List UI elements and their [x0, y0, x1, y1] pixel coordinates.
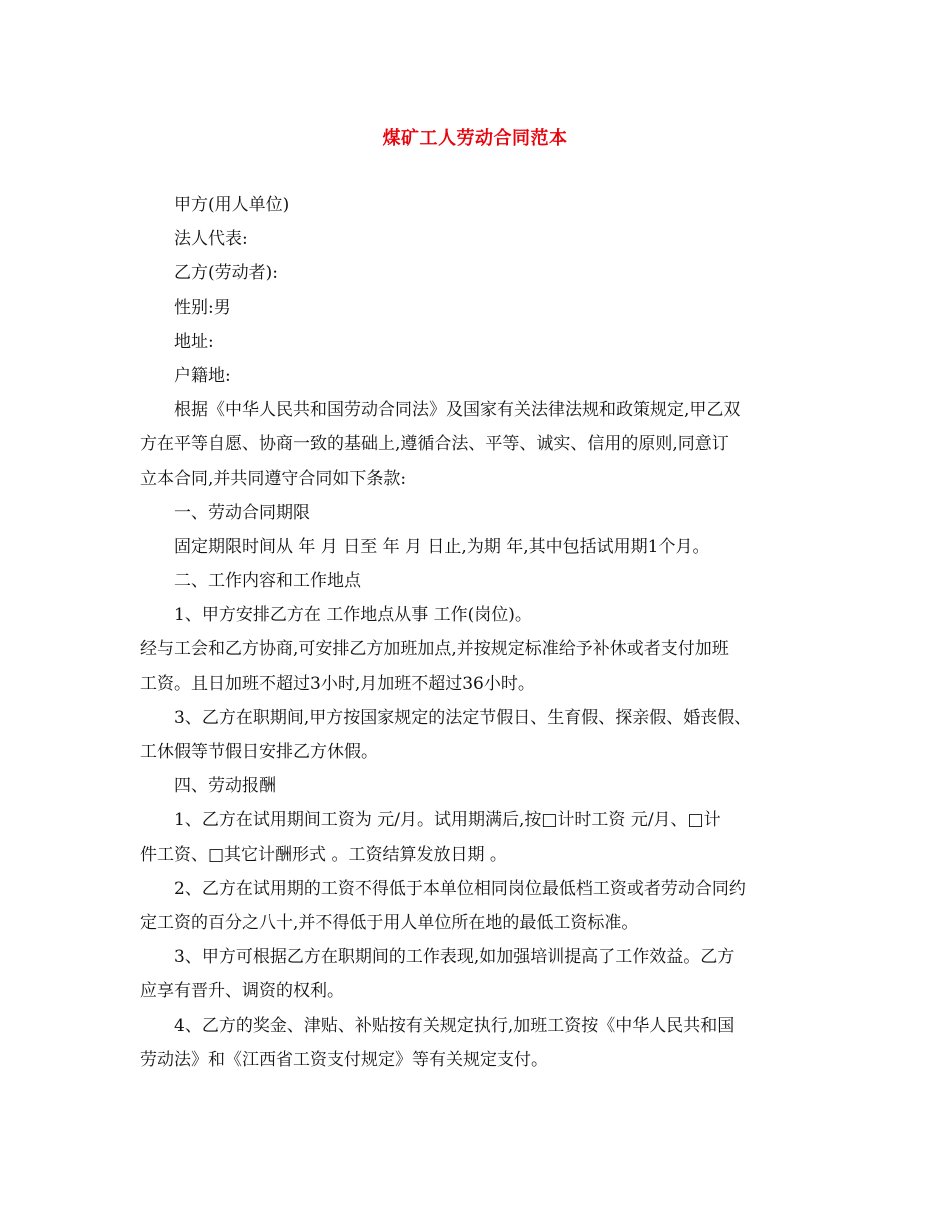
paragraph-line: 应享有晋升、调资的权利。	[140, 981, 344, 1002]
paragraph-line: 地址:	[174, 331, 214, 352]
paragraph-line: 乙方(劳动者):	[174, 263, 278, 284]
paragraph-line: 根据《中华人民共和国劳动合同法》及国家有关法律法规和政策规定,甲乙双	[174, 400, 741, 421]
paragraph-line: 性别:男	[174, 297, 231, 318]
paragraph-line: 户籍地:	[174, 365, 231, 386]
paragraph-line: 工资。且日加班不超过3小时,月加班不超过36小时。	[140, 673, 535, 694]
paragraph-line: 一、劳动合同期限	[174, 502, 310, 523]
paragraph-line: 立本合同,并共同遵守合同如下条款:	[140, 468, 407, 489]
paragraph-line: 件工资、□其它计酬形式 。工资结算发放日期 。	[140, 844, 507, 865]
paragraph-line: 方在平等自愿、协商一致的基础上,遵循合法、平等、诚实、信用的原则,同意订	[140, 434, 729, 455]
paragraph-line: 固定期限时间从 年 月 日至 年 月 日止,为期 年,其中包括试用期1个月。	[174, 536, 710, 557]
paragraph-line: 4、乙方的奖金、津贴、补贴按有关规定执行,加班工资按《中华人民共和国	[174, 1015, 735, 1036]
document-body	[140, 193, 820, 1082]
paragraph-line: 3、甲方可根据乙方在职期间的工作表现,如加强培训提高了工作效益。乙方	[174, 947, 735, 968]
paragraph-line: 法人代表:	[174, 229, 248, 250]
paragraph-line: 劳动法》和《江西省工资支付规定》等有关规定支付。	[140, 1049, 548, 1070]
document-title: 煤矿工人劳动合同范本	[382, 128, 568, 149]
paragraph-line: 1、甲方安排乙方在 工作地点从事 工作(岗位)。	[174, 605, 532, 626]
paragraph-line: 3、乙方在职期间,甲方按国家规定的法定节假日、生育假、探亲假、婚丧假、	[174, 707, 752, 728]
paragraph-line: 1、乙方在试用期间工资为 元/月。试用期满后,按□计时工资 元/月、□计	[174, 810, 721, 831]
paragraph-line: 经与工会和乙方协商,可安排乙方加班加点,并按规定标准给予补休或者支付加班	[140, 639, 729, 660]
paragraph-line: 甲方(用人单位)	[174, 195, 290, 215]
paragraph-line: 2、乙方在试用期的工资不得低于本单位相同岗位最低档工资或者劳动合同约	[174, 878, 746, 899]
paragraph-line: 二、工作内容和工作地点	[174, 571, 361, 592]
paragraph-line: 工休假等节假日安排乙方休假。	[140, 742, 378, 762]
paragraph-line: 四、劳动报酬	[174, 776, 276, 797]
paragraph-line: 定工资的百分之八十,并不得低于用人单位所在地的最低工资标准。	[140, 912, 639, 933]
